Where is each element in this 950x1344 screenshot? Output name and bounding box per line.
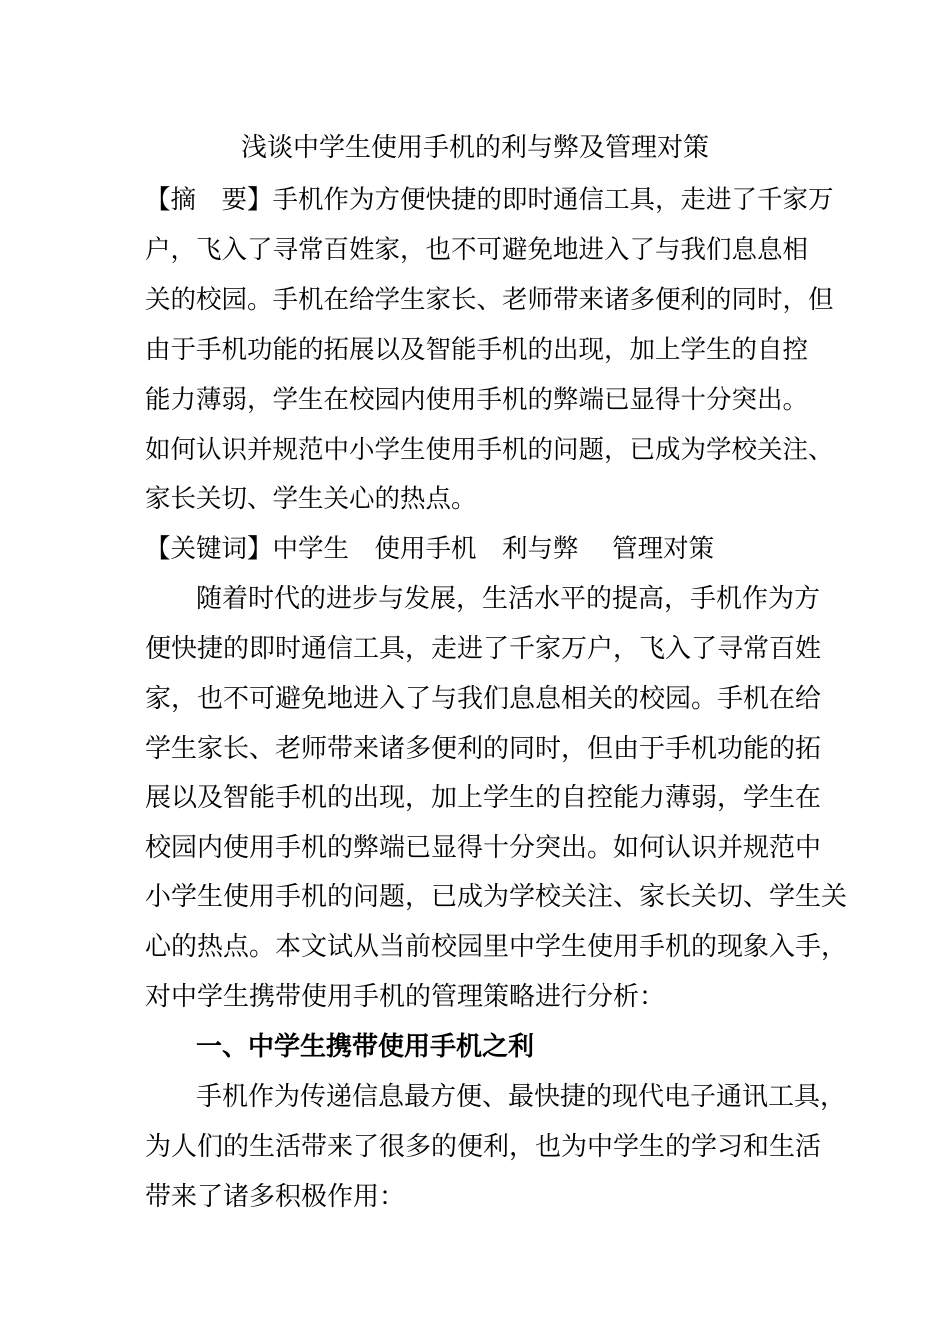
abstract-line: 关的校园。手机在给学生家长、老师带来诸多便利的同时，但 (145, 285, 834, 315)
paragraph-line: 带来了诸多积极作用： (145, 1182, 406, 1212)
paragraph-line: 随着时代的进步与发展，生活水平的提高，手机作为方 (196, 584, 821, 614)
paragraph-line: 心的热点。本文试从当前校园里中学生使用手机的现象入手， (145, 932, 848, 962)
abstract-line: 【摘 要】手机作为方便快捷的即时通信工具，走进了千家万 (145, 185, 834, 215)
paragraph-line: 便快捷的即时通信工具，走进了千家万户，飞入了寻常百姓 (145, 634, 822, 664)
paragraph-line: 展以及智能手机的出现，加上学生的自控能力薄弱，学生在 (145, 783, 822, 813)
paragraph-line: 为人们的生活带来了很多的便利，也为中学生的学习和生活 (145, 1132, 822, 1162)
paragraph-line: 手机作为传递信息最方便、最快捷的现代电子通讯工具， (196, 1082, 847, 1112)
abstract-line: 如何认识并规范中小学生使用手机的问题，已成为学校关注、 (145, 435, 834, 465)
abstract-line: 由于手机功能的拓展以及智能手机的出现，加上学生的自控 (145, 335, 809, 365)
paragraph-line: 对中学生携带使用手机的管理策略进行分析： (145, 982, 666, 1012)
abstract-line: 家长关切、学生关心的热点。 (145, 484, 477, 514)
document-title: 浅谈中学生使用手机的利与弊及管理对策 (240, 133, 709, 163)
keywords-line: 【关键词】中学生 使用手机 利与弊 管理对策 (145, 534, 715, 564)
abstract-line: 能力薄弱，学生在校园内使用手机的弊端已显得十分突出。 (145, 385, 809, 415)
paragraph-line: 学生家长、老师带来诸多便利的同时，但由于手机功能的拓 (145, 734, 822, 764)
paragraph-line: 校园内使用手机的弊端已显得十分突出。如何认识并规范中 (145, 833, 822, 863)
section-heading: 一、中学生携带使用手机之利 (196, 1032, 535, 1062)
paragraph-line: 家，也不可避免地进入了与我们息息相关的校园。手机在给 (145, 684, 822, 714)
paragraph-line: 小学生使用手机的问题，已成为学校关注、家长关切、学生关 (145, 882, 848, 912)
abstract-line: 户，飞入了寻常百姓家，也不可避免地进入了与我们息息相 (145, 235, 809, 265)
